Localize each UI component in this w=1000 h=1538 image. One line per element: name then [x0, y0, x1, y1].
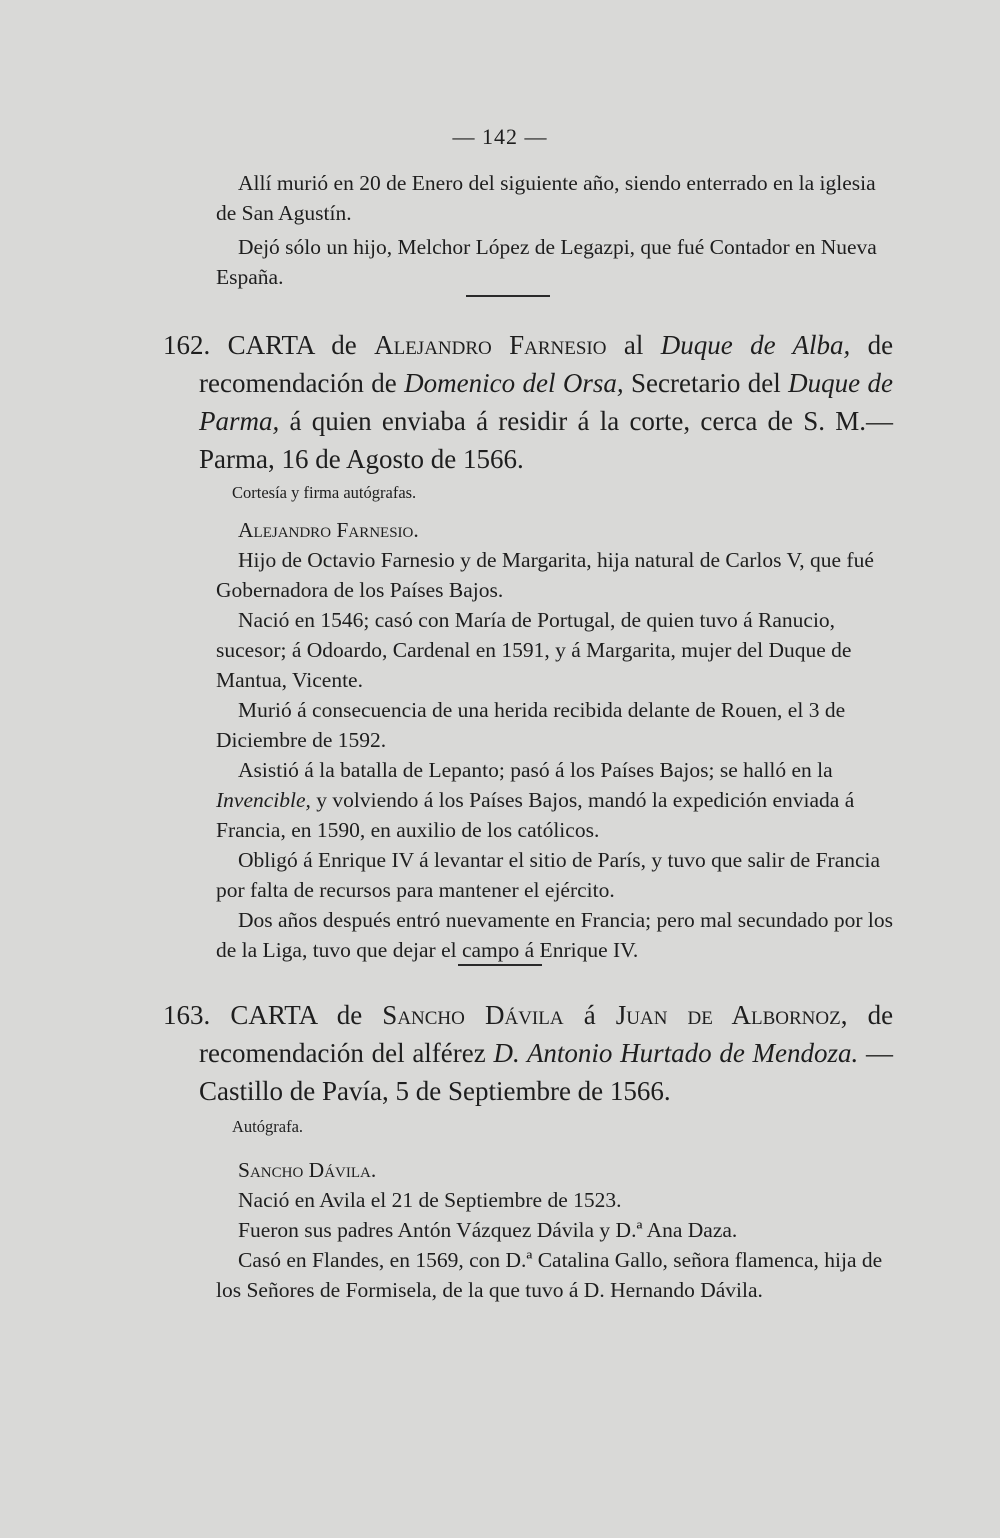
entry-163-bio-3: Casó en Flandes, en 1569, con D.ª Catalina Gallo, señora flamenca, hija de los Señores de Formisela, de la que tuvo á D. Hernando Dávila.	[216, 1248, 883, 1302]
entry-162-carta: CARTA de	[227, 330, 357, 360]
entry-162-bio-name: Alejandro Farnesio.	[238, 518, 419, 542]
entry-163-bio-1: Nació en Avila el 21 de Septiembre de 1523.	[238, 1188, 622, 1212]
entry-163-note: Autógrafa.	[232, 1117, 304, 1136]
entry-162-text-1: de recomendación de	[199, 330, 894, 398]
entry-162-heading	[163, 326, 893, 478]
entry-162-bio-3: Murió á consecuencia de una herida recibida delante de Rouen, el 3 de Diciembre de 1592.	[216, 698, 846, 752]
entry-163-number: 163.	[163, 1000, 211, 1030]
section-divider-2	[458, 964, 542, 966]
page-number: — 142 —	[452, 124, 548, 149]
entry-163-sender: Sancho Dávila	[382, 1000, 564, 1030]
entry-162-al: al	[623, 330, 644, 360]
entry-162-bio-4-italic: Invencible,	[216, 788, 311, 812]
entry-162-text-3: á quien enviaba á residir á la corte, cerca de S. M.— Parma, 16 de Agosto de 1566.	[199, 406, 894, 474]
entry-162-bio-4b: y volviendo á los Países Bajos, mandó la expedición enviada á Francia, en 1590, en auxilio de los católicos.	[216, 788, 855, 842]
entry-163-person: D. Antonio Hurtado de Mendoza.	[493, 1038, 859, 1068]
entry-162-note: Cortesía y firma autógrafas.	[232, 483, 417, 502]
intro-paragraph-2: Dejó sólo un hijo, Melchor López de Legazpi, que fué Contador en Nueva España.	[216, 235, 877, 289]
entry-163-bio-2: Fueron sus padres Antón Vázquez Dávila y D.ª Ana Daza.	[238, 1218, 738, 1242]
entry-162-recipient: Duque de Alba,	[660, 330, 851, 360]
section-divider-1	[466, 295, 550, 297]
entry-163-text-1: de recomendación del alférez	[199, 1000, 894, 1068]
entry-162-text-2: Secretario del	[631, 368, 781, 398]
entry-162-biography	[216, 515, 894, 965]
entry-162-bio-6: Dos años después entró nuevamente en Francia; pero mal secundado por los de la Liga, tuvo que dejar el campo á Enrique IV.	[216, 908, 893, 962]
intro-paragraph-1: Allí murió en 20 de Enero del siguiente año, siendo enterrado en la iglesia de San Agustín.	[216, 171, 876, 225]
entry-162-bio-4	[216, 755, 894, 845]
entry-163-a: á	[583, 1000, 596, 1030]
entry-163-carta: CARTA de	[230, 1000, 363, 1030]
entry-162-duke: Duque de Parma,	[199, 368, 894, 436]
entry-162-bio-1: Hijo de Octavio Farnesio y de Margarita, hija natural de Carlos V, que fué Gobernadora de los Países Bajos.	[216, 548, 874, 602]
intro-block	[216, 168, 894, 292]
entry-162-bio-5: Obligó á Enrique IV á levantar el sitio de París, y tuvo que salir de Francia por falta de recursos para mantener el ejército.	[216, 848, 881, 902]
entry-163-heading	[163, 996, 893, 1110]
entry-162-person: Domenico del Orsa,	[404, 368, 624, 398]
entry-163-recipient: Juan de Albornoz,	[615, 1000, 848, 1030]
entry-163-bio-name: Sancho Dávila.	[238, 1158, 377, 1182]
entry-162-number: 162.	[163, 330, 211, 360]
entry-162-bio-4a: Asistió á la batalla de Lepanto; pasó á los Países Bajos; se halló en la	[238, 758, 833, 782]
entry-162-sender: Alejandro Farnesio	[374, 330, 607, 360]
entry-163-text-2: — Castillo de Pavía, 5 de Septiembre de 1566.	[199, 1038, 894, 1106]
entry-162-bio-2: Nació en 1546; casó con María de Portugal, de quien tuvo á Ranucio, sucesor; á Odoardo, Cardenal en 1591, y á Margarita, mujer del Duque de Mantua, Vicente.	[216, 608, 852, 692]
entry-163-biography	[216, 1155, 894, 1305]
